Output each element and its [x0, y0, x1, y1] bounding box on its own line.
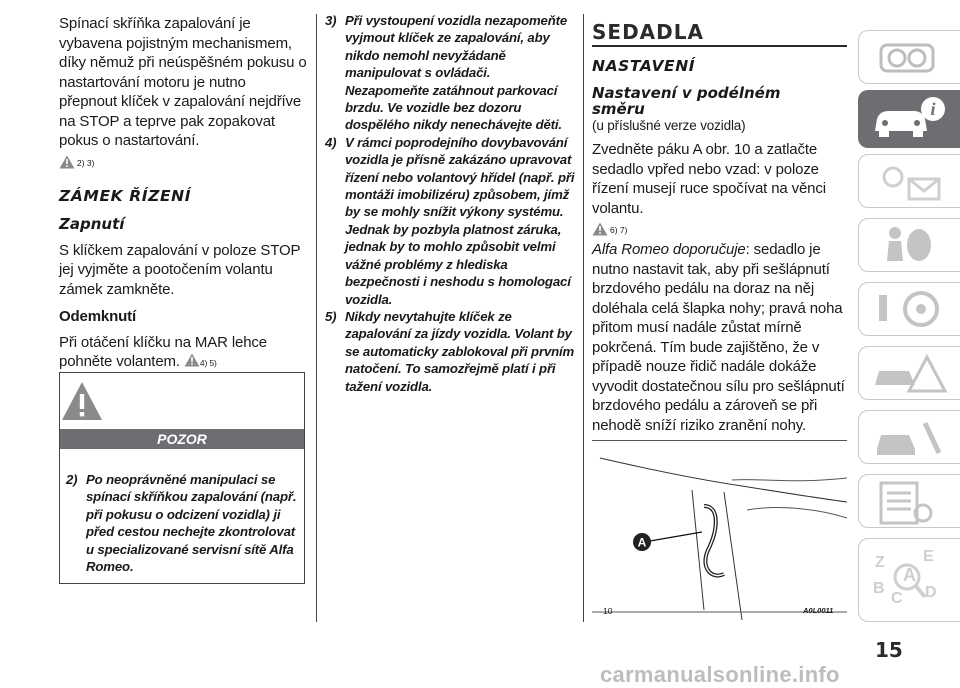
note-text: Při vystoupení vozidla nezapomeňte vyjmout klíček ze zapalování, aby nikdo nemohl nevyžádaně manipulovat s ovládači. Nezapomeňte zatáhnout parkovací brzdu. Ve vozidle bez dozoru dospělého nikdy nenechávejte děti.	[345, 13, 568, 133]
warning-title: POZOR	[60, 429, 304, 449]
zapnuti-paragraph: S klíčkem zapalování v poloze STOP jej vyjměte a pootočením volantu zámek zamkněte.	[59, 241, 301, 298]
tab-airbag[interactable]	[858, 218, 960, 272]
sub-heading-podelne: Nastavení v podélném směru	[592, 84, 781, 118]
tab-service[interactable]	[858, 410, 960, 464]
warning-box	[59, 372, 305, 584]
lights-icon	[869, 157, 949, 207]
column-3	[592, 14, 847, 435]
warning-item	[66, 471, 298, 575]
warning-car-icon	[869, 349, 949, 399]
tab-index[interactable]	[858, 538, 960, 622]
svg-text:A: A	[903, 565, 916, 585]
svg-text:B: B	[873, 580, 885, 597]
intro-refs-text: 2) 3)	[77, 157, 95, 168]
sub-heading-zapnuti: Zapnutí	[59, 214, 125, 233]
note-item	[325, 134, 575, 308]
svg-text:i: i	[930, 99, 936, 119]
warning-large-icon	[60, 380, 104, 424]
note-item	[325, 12, 575, 134]
tab-emergency[interactable]	[858, 346, 960, 400]
service-icon	[869, 413, 949, 463]
seat-paragraph-1: Zvedněte páku A obr. 10 a zatlačte sedadlo vpřed nebo vzad: v poloze řízení musejí ruce spočívat na věnci volantu.	[592, 141, 826, 217]
note-number: 5)	[325, 308, 337, 324]
note-number: 3)	[325, 13, 337, 28]
figure-code: A0L0011	[803, 606, 834, 615]
tab-car-info[interactable]	[858, 90, 960, 148]
seat-paragraph-2	[592, 240, 847, 435]
section-heading-zamek: ZÁMEK ŘÍZENÍ	[59, 186, 192, 205]
figure-number: 10	[603, 606, 613, 616]
column-2	[325, 12, 575, 395]
note-number: 4)	[325, 134, 337, 150]
svg-text:Z: Z	[875, 554, 885, 571]
warning-items	[66, 471, 298, 575]
odemknuti-text: Při otáčení klíčku na MAR lehce pohněte volantem.	[59, 333, 267, 370]
dashboard-icon	[875, 35, 945, 81]
tab-dashboard[interactable]	[858, 30, 960, 84]
note-item	[325, 308, 575, 395]
seat-lever-figure	[592, 440, 847, 620]
steering-wheel-icon	[871, 285, 951, 335]
odemknuti-paragraph	[59, 333, 307, 374]
intro-refs	[59, 155, 307, 169]
specs-icon	[875, 477, 955, 527]
seat-refs	[592, 222, 847, 236]
chapter-sidebar	[858, 30, 960, 630]
variant-note: (u příslušné verze vozidla)	[592, 118, 746, 133]
title-rule	[592, 45, 847, 47]
figure-label-a: A	[637, 535, 647, 550]
column-1	[59, 14, 307, 374]
odemknuti-refs: 4) 5)	[199, 358, 217, 368]
svg-text:D: D	[925, 584, 937, 601]
brand-recommendation: Alfa Romeo doporučuje	[592, 241, 746, 258]
warning-item-number: 2)	[66, 472, 78, 487]
intro-paragraph: Spínací skříňka zapalování je vybavena pojistným mechanismem, díky němuž při neúspěšném pokusu o nastartování motoru je nutno přepnout klíček v zapalování nejdříve na STOP a teprve pak zopakovat pokus o nastartování.	[59, 15, 307, 149]
warning-triangle-icon	[184, 353, 200, 367]
tab-specs[interactable]	[858, 474, 960, 528]
column-divider-1	[316, 14, 317, 622]
tab-lights[interactable]	[858, 154, 960, 208]
svg-text:C: C	[891, 590, 903, 607]
column-divider-2	[583, 14, 584, 622]
section-heading-nastaveni: NASTAVENÍ	[592, 57, 696, 75]
index-icon	[867, 541, 947, 621]
odemknuti-heading: Odemknutí	[59, 308, 136, 325]
chapter-title: SEDADLA	[592, 20, 704, 44]
footer-watermark: carmanualsonline.info	[600, 662, 840, 687]
warning-item-text: Po neoprávněné manipulaci se spínací skříňkou zapalování (např. při pokusu o odcizení vozidla) ji před cestou nechejte zkontrolovat u specializované servisní sítě Alfa Romeo.	[86, 472, 297, 575]
airbag-icon	[873, 221, 953, 271]
car-info-icon	[869, 95, 949, 145]
page-number: 15	[875, 638, 903, 662]
svg-text:E: E	[923, 548, 934, 565]
note-text: Nikdy nevytahujte klíček ze zapalování za jízdy vozidla. Volant by se automaticky zablokoval při prvním natočení. To samozřejmě platí i při tažení vozidla.	[345, 308, 575, 394]
note-text: V rámci poprodejního dovybavování vozidla je přísně zakázáno upravovat řízení nebo volantový hřídel (např. při montáži imobilizéru) způsobem, jímž by se mohly snížit výkony systému. Jednak by pozbyla platnost záruka, jednak by to mohlo způsobit velmi vážné problémy z hlediska bezpečnosti i neshodu s homologací vozidla.	[345, 134, 575, 307]
tab-steering[interactable]	[858, 282, 960, 336]
warning-triangle-icon	[592, 222, 608, 236]
warning-triangle-icon	[59, 155, 75, 169]
seat-refs-text: 6) 7)	[610, 225, 628, 235]
seat-paragraph-2-text: : sedadlo je nutno nastavit tak, aby při sešlápnutí brzdového pedálu na doraz na něj doléhala celá šlapka nohy; pravá noha přitom musí nadále zůstat mírně pokrčená. Tím bude zajištěno, že v případě nouze řidič nadále dokáže vyvodit dostatečnou sílu pro sešlápnutí brzdového pedálu a zároveň se při nehodě sníží riziko zranění nohy.	[592, 241, 845, 434]
